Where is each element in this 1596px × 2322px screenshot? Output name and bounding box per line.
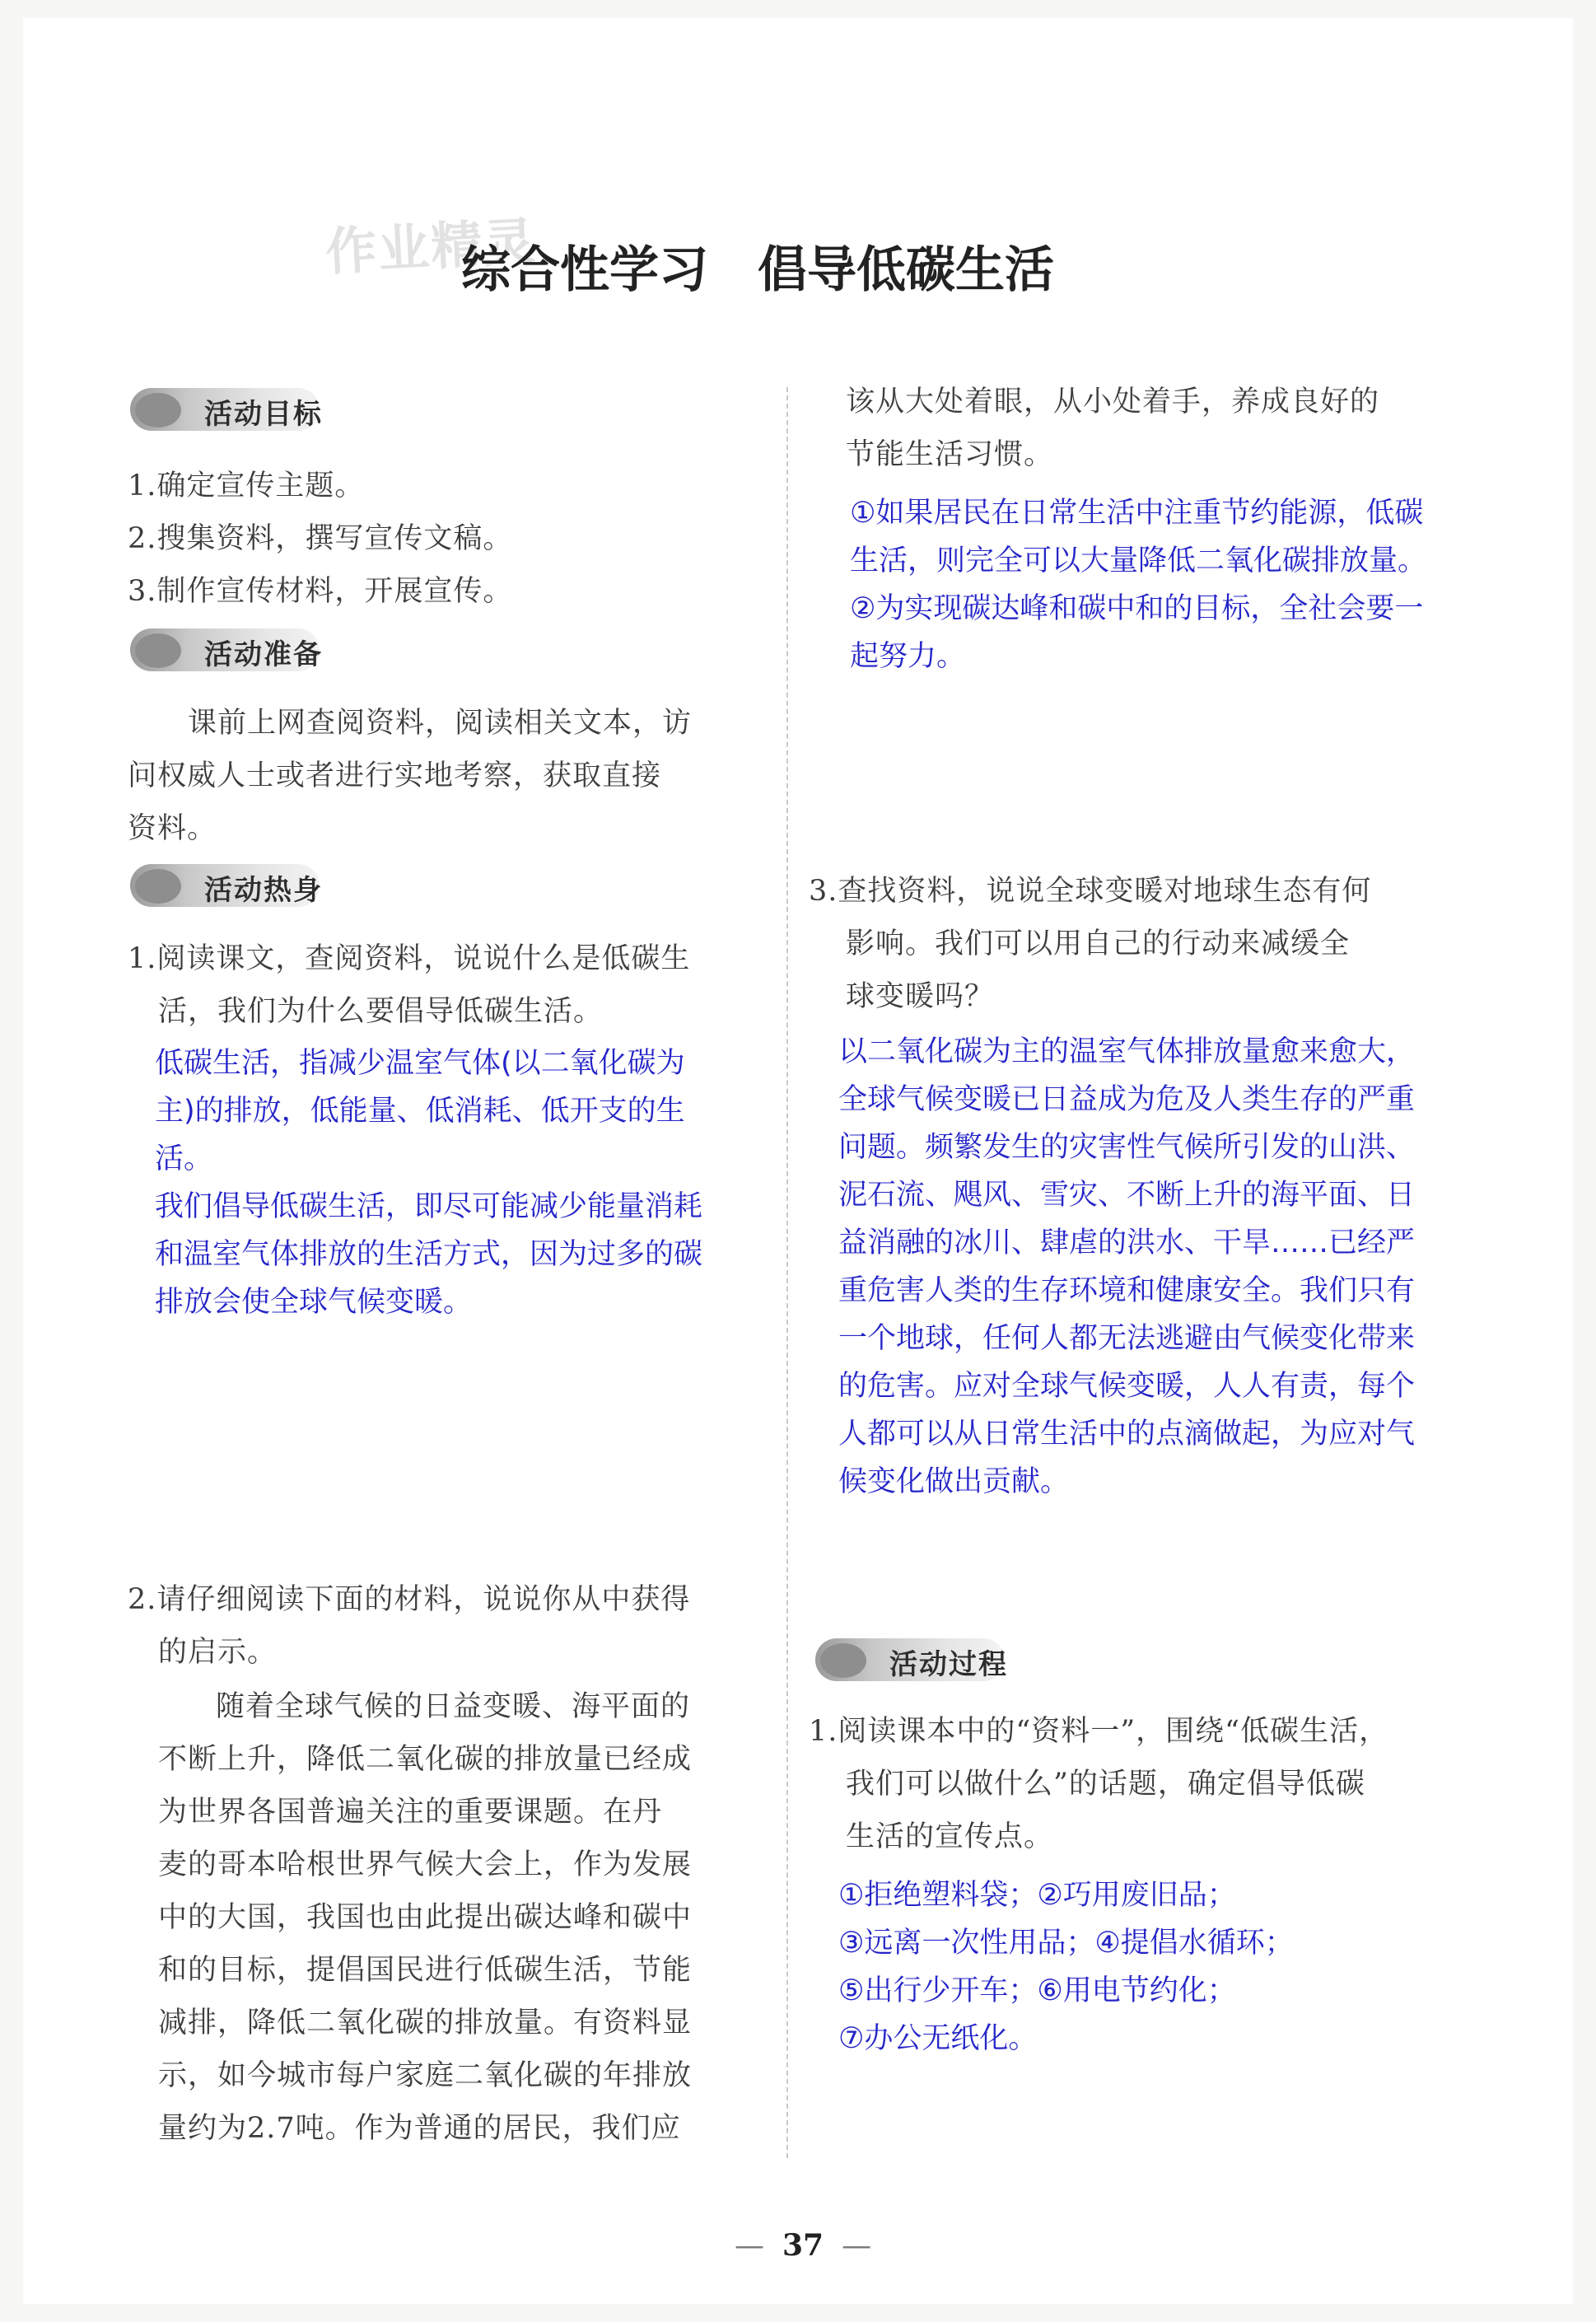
section-badge-prep <box>130 625 369 675</box>
answer-line: 人都可以从日常生活中的点滴做起，为应对气 <box>838 1418 1416 1451</box>
answer-line: 泥石流、飓风、雪灾、不断上升的海平面、日 <box>838 1179 1416 1212</box>
column-divider <box>786 387 788 2158</box>
answer-line: 全球气候变暖已日益成为危及人类生存的严重 <box>838 1083 1416 1116</box>
answer-line: 和温室气体排放的生活方式，因为过多的碳 <box>155 1238 703 1271</box>
answer-line: 重危害人类的生存环境和健康安全。我们只有 <box>838 1274 1416 1307</box>
material-line: 随着全球气候的日益变暖、海平面的 <box>216 1690 691 1723</box>
answer-line: 我们倡导低碳生活，即尽可能减少能量消耗 <box>155 1190 703 1223</box>
answer-line: ②为实现碳达峰和碳中和的目标，全社会要一 <box>850 592 1424 625</box>
goal-item: 1.确定宣传主题。 <box>128 470 365 502</box>
answer-line: 以二氧化碳为主的温室气体排放量愈来愈大， <box>838 1035 1416 1068</box>
section-badge-goals <box>130 385 369 434</box>
section-badge-process <box>815 1635 1054 1684</box>
answer-line: 生活，则完全可以大量降低二氧化碳排放量。 <box>850 544 1427 577</box>
material-line: 量约为2.7吨。作为普通的居民，我们应 <box>158 2112 681 2145</box>
answer-line: 的危害。应对全球气候变暖，人人有责，每个 <box>838 1370 1416 1403</box>
question-line: 活，我们为什么要倡导低碳生活。 <box>158 995 604 1028</box>
answer-line: ①如果居民在日常生活中注重节约能源，低碳 <box>850 497 1424 530</box>
goal-item: 3.制作宣传材料，开展宣传。 <box>128 575 513 608</box>
material-line: 为世界各国普遍关注的重要课题。在丹 <box>158 1796 663 1829</box>
section-heading: 活动过程 <box>889 1648 1008 1681</box>
page-title: 综合性学习 倡导低碳生活 <box>461 241 1054 299</box>
page-number: — 37 — <box>716 2228 889 2263</box>
question-line: 的启示。 <box>158 1636 278 1669</box>
section-badge-warmup <box>130 861 369 910</box>
prep-line: 问权威人士或者进行实地考察，获取直接 <box>128 759 662 792</box>
question-line: 2.请仔细阅读下面的材料，说说你从中获得 <box>128 1583 691 1616</box>
question-line: 我们可以做什么”的话题，确定倡导低碳 <box>846 1768 1365 1801</box>
question-line: 3.查找资料，说说全球变暖对地球生态有何 <box>809 875 1372 908</box>
answer-line: 一个地球，任何人都无法逃避由气候变化带来 <box>838 1322 1416 1355</box>
material-line: 不断上升，降低二氧化碳的排放量已经成 <box>158 1743 693 1776</box>
answer-line: 排放会使全球气候变暖。 <box>155 1286 473 1319</box>
section-heading: 活动准备 <box>204 638 323 671</box>
prep-line: 课前上网查阅资料，阅读相关文本，访 <box>188 707 693 740</box>
answer-line: 候变化做出贡献。 <box>838 1465 1070 1498</box>
material-line: 减排，降低二氧化碳的排放量。有资料显 <box>158 2007 693 2039</box>
answer-line: 问题。频繁发生的灾害性气候所引发的山洪、 <box>838 1131 1416 1164</box>
question-line: 影响。我们可以用自己的行动来减缓全 <box>846 927 1351 960</box>
material-line: 和的目标，提倡国民进行低碳生活，节能 <box>158 1954 693 1987</box>
material-line: 该从大处着眼，从小处着手，养成良好的 <box>846 385 1380 418</box>
section-heading: 活动目标 <box>204 398 323 431</box>
watermark: 作业精灵 <box>324 211 539 283</box>
material-line: 麦的哥本哈根世界气候大会上，作为发展 <box>158 1848 693 1881</box>
goal-item: 2.搜集资料，撰写宣传文稿。 <box>128 522 513 555</box>
answer-line: 主)的排放，低能量、低消耗、低开支的生 <box>155 1095 685 1128</box>
answer-line: 低碳生活，指减少温室气体(以二氧化碳为 <box>155 1047 685 1080</box>
material-line: 示，如今城市每户家庭二氧化碳的年排放 <box>158 2059 693 2092</box>
question-line: 1.阅读课文，查阅资料，说说什么是低碳生 <box>128 942 691 975</box>
answer-line: 活。 <box>155 1142 213 1175</box>
question-line: 生活的宣传点。 <box>846 1820 1054 1853</box>
question-line: 球变暖吗？ <box>846 980 995 1013</box>
answer-line: 益消融的冰川、肆虐的洪水、干旱……已经严 <box>838 1226 1416 1259</box>
prep-line: 资料。 <box>128 812 217 845</box>
answer-line: ①拒绝塑料袋；②巧用废旧品； <box>838 1879 1236 1912</box>
answer-line: 起努力。 <box>850 640 966 673</box>
answer-line: ⑤出行少开车；⑥用电节约化； <box>838 1974 1236 2007</box>
answer-line: ③远离一次性用品；④提倡水循环； <box>838 1927 1294 1960</box>
material-line: 节能生活习惯。 <box>846 438 1054 471</box>
material-line: 中的大国，我国也由此提出碳达峰和碳中 <box>158 1901 693 1934</box>
section-heading: 活动热身 <box>204 874 323 907</box>
answer-line: ⑦办公无纸化。 <box>838 2022 1038 2055</box>
question-line: 1.阅读课本中的“资料一”，围绕“低碳生活， <box>809 1715 1389 1748</box>
